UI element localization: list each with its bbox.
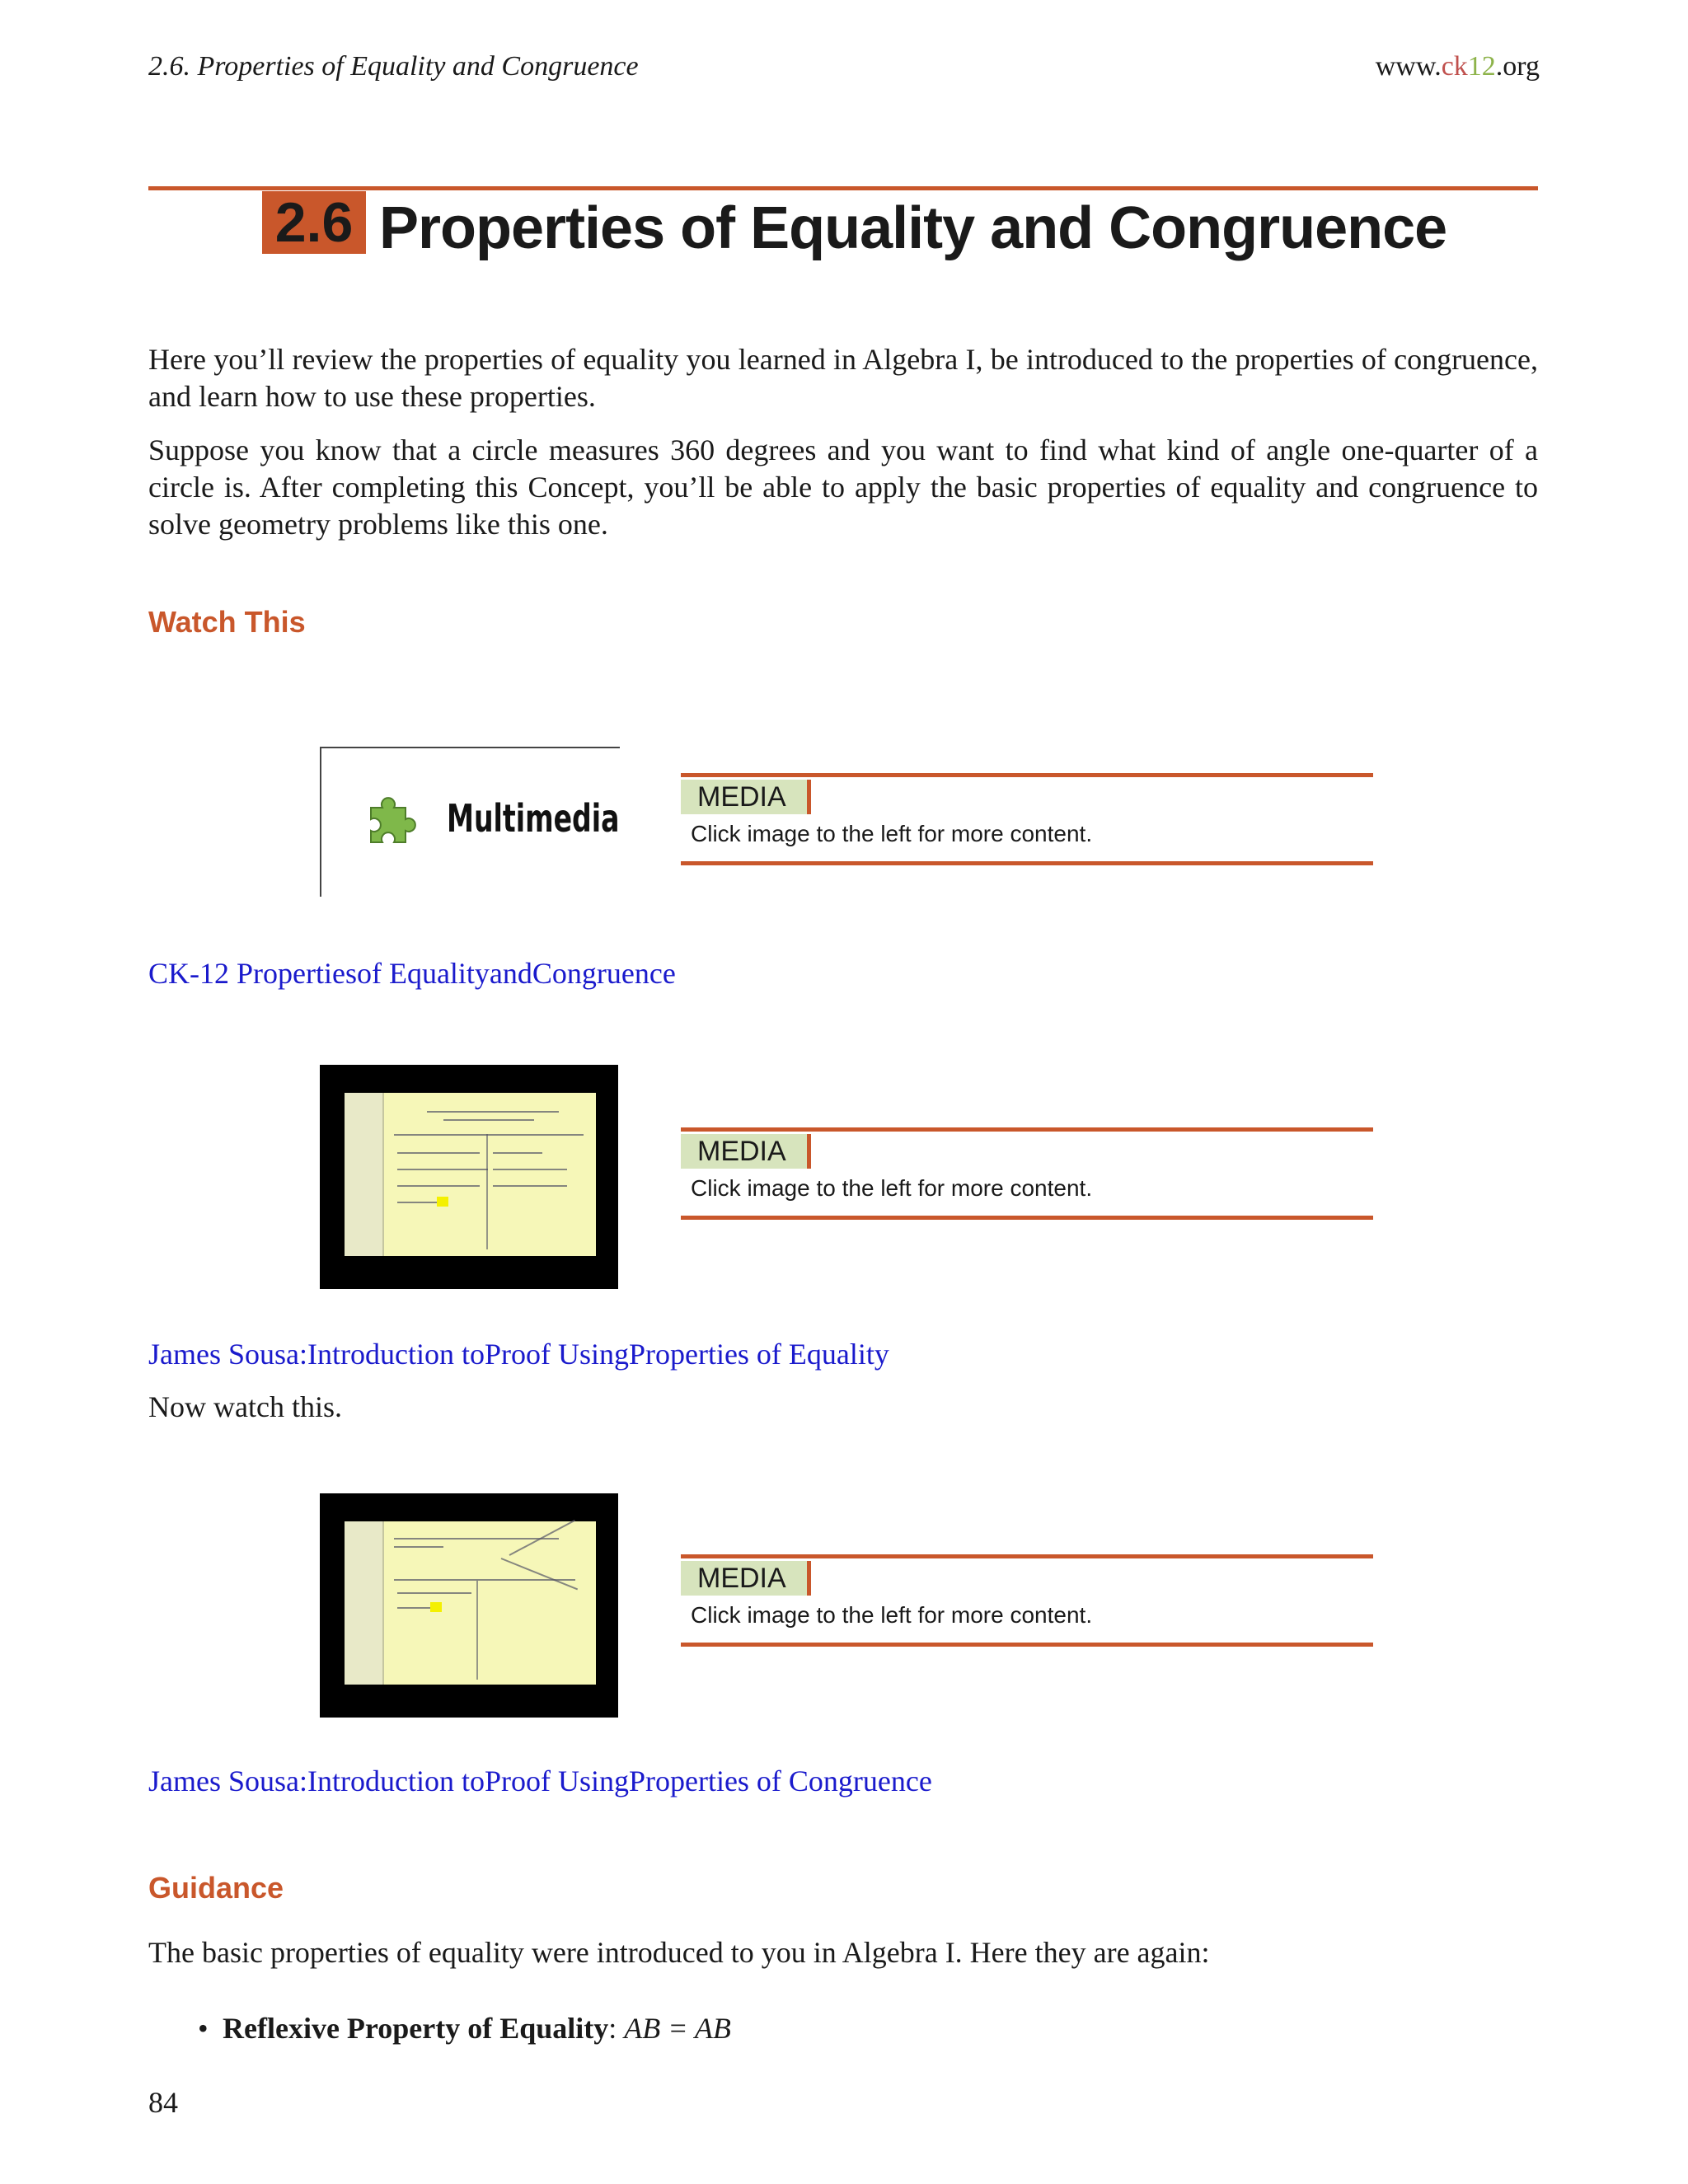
media-bottom-rule (681, 1643, 1373, 1647)
board-line (397, 1592, 471, 1594)
board-line (493, 1169, 567, 1170)
board-line (443, 1119, 534, 1121)
media-label: MEDIA (681, 780, 811, 814)
page-number: 84 (148, 2086, 178, 2119)
section-heading-guidance: Guidance (148, 1871, 284, 1905)
whiteboard-margin (345, 1521, 384, 1685)
video-thumbnail-equality[interactable] (320, 1065, 618, 1289)
bullet-term: Reflexive Property of Equality (223, 2012, 609, 2045)
board-line (394, 1579, 575, 1581)
multimedia-label: Multimedia (447, 796, 620, 841)
media-callout-1 (681, 773, 1373, 865)
board-line (493, 1185, 567, 1187)
media-label: MEDIA (681, 1134, 811, 1169)
board-divider (486, 1134, 488, 1249)
media-label: MEDIA (681, 1561, 811, 1596)
site-prefix: www. (1375, 51, 1442, 82)
site-12: 12 (1467, 51, 1496, 82)
board-line (397, 1152, 480, 1154)
board-divider (476, 1581, 478, 1680)
whiteboard-image (345, 1093, 596, 1256)
board-line (397, 1169, 488, 1170)
site-url[interactable] (1376, 51, 1540, 82)
bullet-separator: : (608, 2012, 625, 2045)
cursor-highlight (437, 1197, 448, 1207)
site-suffix: .org (1495, 51, 1540, 82)
board-line (501, 1558, 578, 1590)
media-caption: Click image to the left for more content. (691, 1175, 1093, 1201)
bullet-math: AB = AB (624, 2012, 731, 2045)
multimedia-thumbnail[interactable] (320, 747, 620, 897)
media-caption: Click image to the left for more content. (691, 1602, 1093, 1628)
media-top-rule (681, 1554, 1373, 1558)
media-bottom-rule (681, 1216, 1373, 1220)
media-link-1[interactable]: CK-12 Propertiesof EqualityandCongruence (148, 957, 676, 990)
media-top-rule (681, 1127, 1373, 1132)
media-callout-2 (681, 1127, 1373, 1220)
chapter-title: Properties of Equality and Congruence (379, 195, 1447, 261)
now-watch-text: Now watch this. (148, 1390, 342, 1423)
media-callout-3 (681, 1554, 1373, 1647)
video-thumbnail-congruence[interactable] (320, 1493, 618, 1718)
section-heading-watch-this: Watch This (148, 605, 306, 639)
whiteboard-margin (345, 1093, 384, 1256)
intro-paragraph-1: Here you’ll review the properties of equality you learned in Algebra I, be introduced to the properties of congruence, and learn how to use these properties. (148, 343, 1538, 413)
puzzle-icon (363, 790, 420, 847)
guidance-paragraph: The basic properties of equality were introduced to you in Algebra I. Here they are again: (148, 1936, 1210, 1969)
media-bottom-rule (681, 861, 1373, 865)
media-link-3[interactable]: James Sousa:Introduction toProof UsingProperties of Congruence (148, 1765, 932, 1797)
board-line (394, 1538, 559, 1540)
bullet-icon: • (198, 2012, 209, 2045)
board-line (397, 1185, 480, 1187)
site-ck: ck (1441, 51, 1468, 82)
title-rule (148, 186, 1538, 190)
board-line (427, 1111, 559, 1113)
board-line (394, 1134, 584, 1136)
whiteboard-image (345, 1521, 596, 1685)
chapter-number-badge: 2.6 (262, 191, 366, 254)
media-top-rule (681, 773, 1373, 777)
bullet-item-reflexive (198, 2011, 731, 2046)
media-link-2[interactable]: James Sousa:Introduction toProof UsingProperties of Equality (148, 1338, 889, 1371)
running-head: 2.6. Properties of Equality and Congruence (148, 51, 639, 82)
media-caption: Click image to the left for more content. (691, 821, 1093, 846)
cursor-highlight (430, 1602, 442, 1612)
board-line (493, 1152, 542, 1154)
intro-paragraph-2: Suppose you know that a circle measures 360 degrees and you want to find what kind of angle one-quarter of a circle is. After completing this Concept, you’ll be able to apply the basic properties of equality and congruence to solve geometry problems like this one. (148, 434, 1538, 541)
board-line (394, 1546, 443, 1548)
